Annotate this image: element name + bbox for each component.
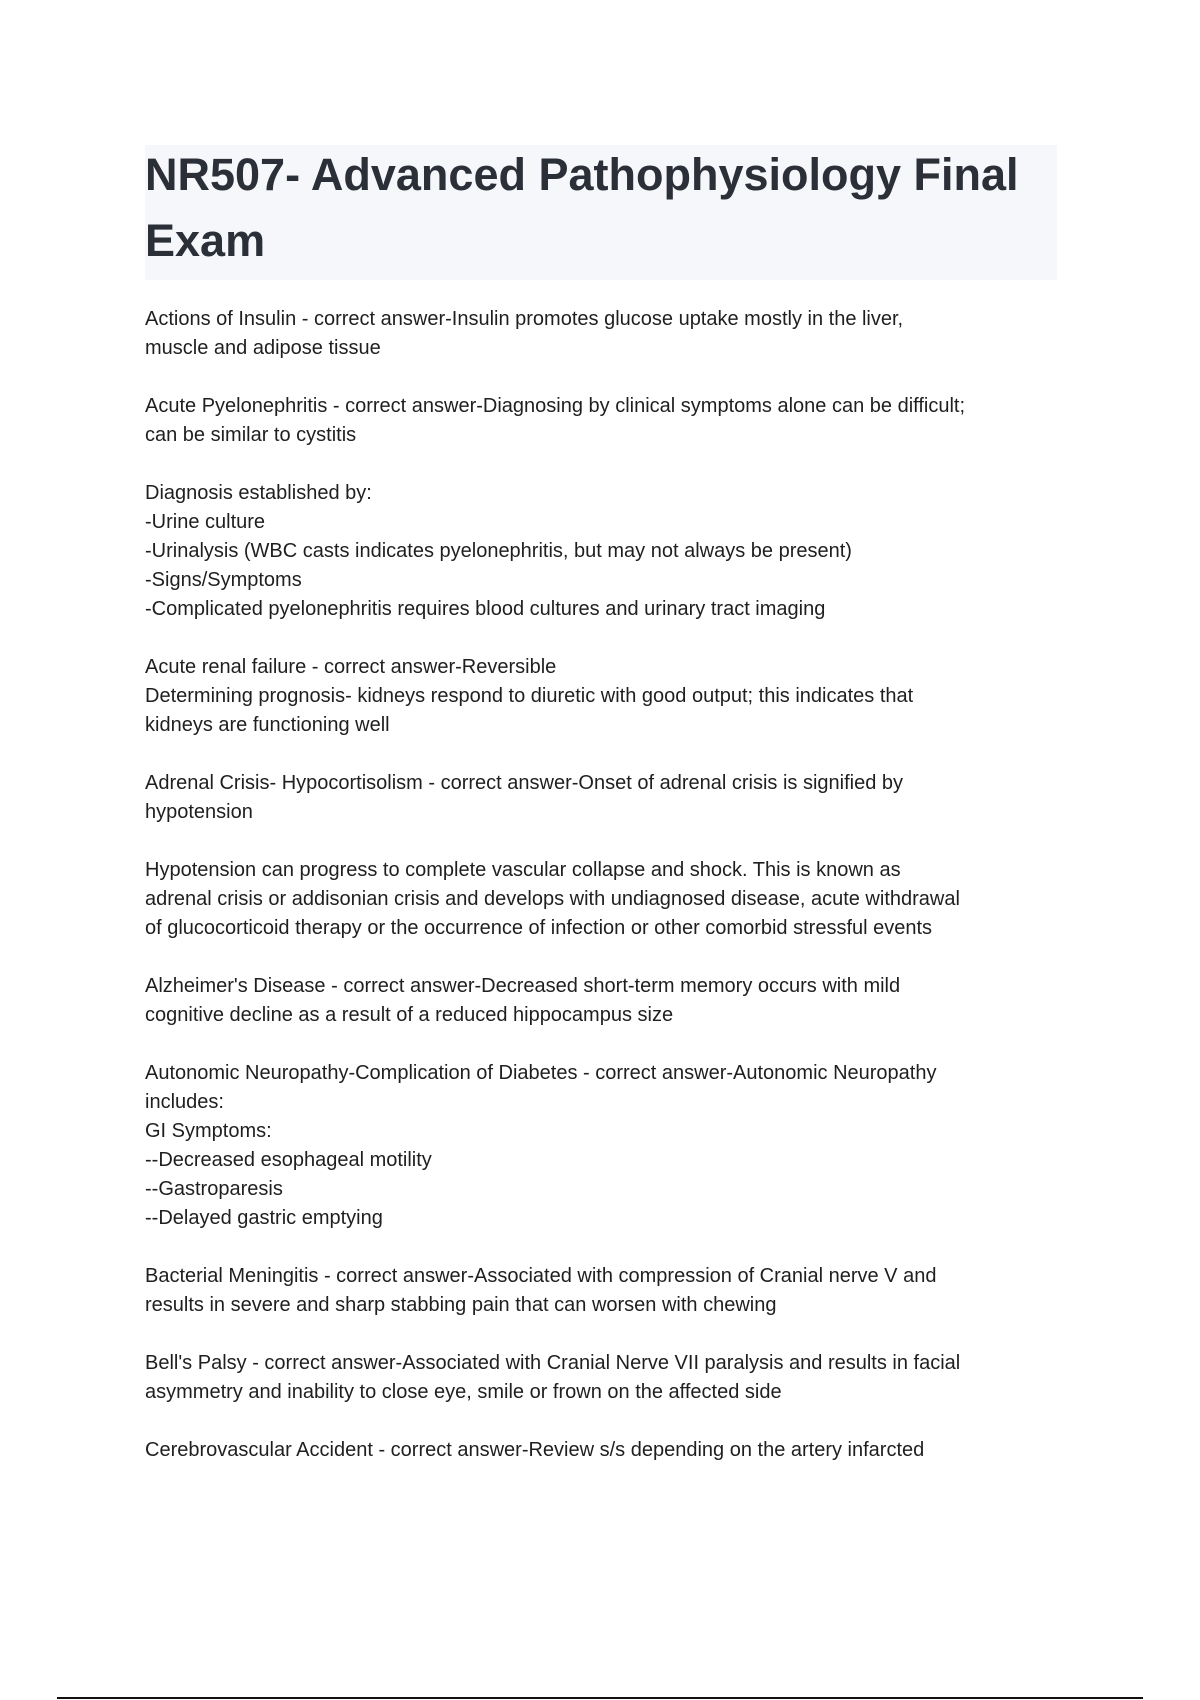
paragraph-gap (145, 624, 1065, 653)
paragraph-gap (145, 740, 1065, 769)
paragraph-gap (145, 1233, 1065, 1262)
paragraph-actions-of-insulin: Actions of Insulin - correct answer-Insulin promotes glucose uptake mostly in the liver, muscle and adipose tissue (145, 308, 904, 359)
paragraph-gap (145, 1030, 1065, 1059)
paragraph-gap (145, 1320, 1065, 1349)
paragraph-cerebrovascular-accident: Cerebrovascular Accident - correct answer-Review s/s depending on the artery infarcted (145, 1439, 925, 1461)
paragraph-acute-pyelonephritis: Acute Pyelonephritis - correct answer-Diagnosing by clinical symptoms alone can be difficult; can be similar to cystitis (145, 395, 966, 446)
paragraph-hypotension: Hypotension can progress to complete vascular collapse and shock. This is known as adrenal crisis or addisonian crisis and develops with undiagnosed disease, acute withdrawal of glucocorticoid therapy or the occurrence of infection or other comorbid stressful events (145, 859, 960, 939)
paragraph-gap (145, 450, 1065, 479)
paragraph-alzheimers-disease: Alzheimer's Disease - correct answer-Decreased short-term memory occurs with mild cognitive decline as a result of a reduced hippocampus size (145, 975, 901, 1026)
document-body (145, 305, 1065, 1465)
paragraph-acute-renal-failure: Acute renal failure - correct answer-Reversible Determining prognosis- kidneys respond to diuretic with good output; this indicates that kidneys are functioning well (145, 656, 914, 736)
document-title: NR507- Advanced Pathophysiology Final Exam (145, 149, 1019, 266)
paragraph-gap (145, 1407, 1065, 1436)
paragraph-bells-palsy: Bell's Palsy - correct answer-Associated with Cranial Nerve VII paralysis and results in facial asymmetry and inability to close eye, smile or frown on the affected side (145, 1352, 961, 1403)
paragraph-autonomic-neuropathy: Autonomic Neuropathy-Complication of Diabetes - correct answer-Autonomic Neuropathy includes: GI Symptoms: --Decreased esophageal motility --Gastroparesis --Delayed gastric emptying (145, 1062, 937, 1229)
paragraph-adrenal-crisis: Adrenal Crisis- Hypocortisolism - correct answer-Onset of adrenal crisis is signified by hypotension (145, 772, 904, 823)
paragraph-gap (145, 363, 1065, 392)
paragraph-gap (145, 827, 1065, 856)
paragraph-diagnosis-established: Diagnosis established by: -Urine culture -Urinalysis (WBC casts indicates pyelonephritis, but may not always be present) -Signs/Symptoms -Complicated pyelonephritis requires blood cultures and urinary tract imaging (145, 482, 852, 620)
paragraph-bacterial-meningitis: Bacterial Meningitis - correct answer-Associated with compression of Cranial nerve V and results in severe and sharp stabbing pain that can worsen with chewing (145, 1265, 937, 1316)
paragraph-gap (145, 943, 1065, 972)
footer-rule (57, 1697, 1143, 1699)
